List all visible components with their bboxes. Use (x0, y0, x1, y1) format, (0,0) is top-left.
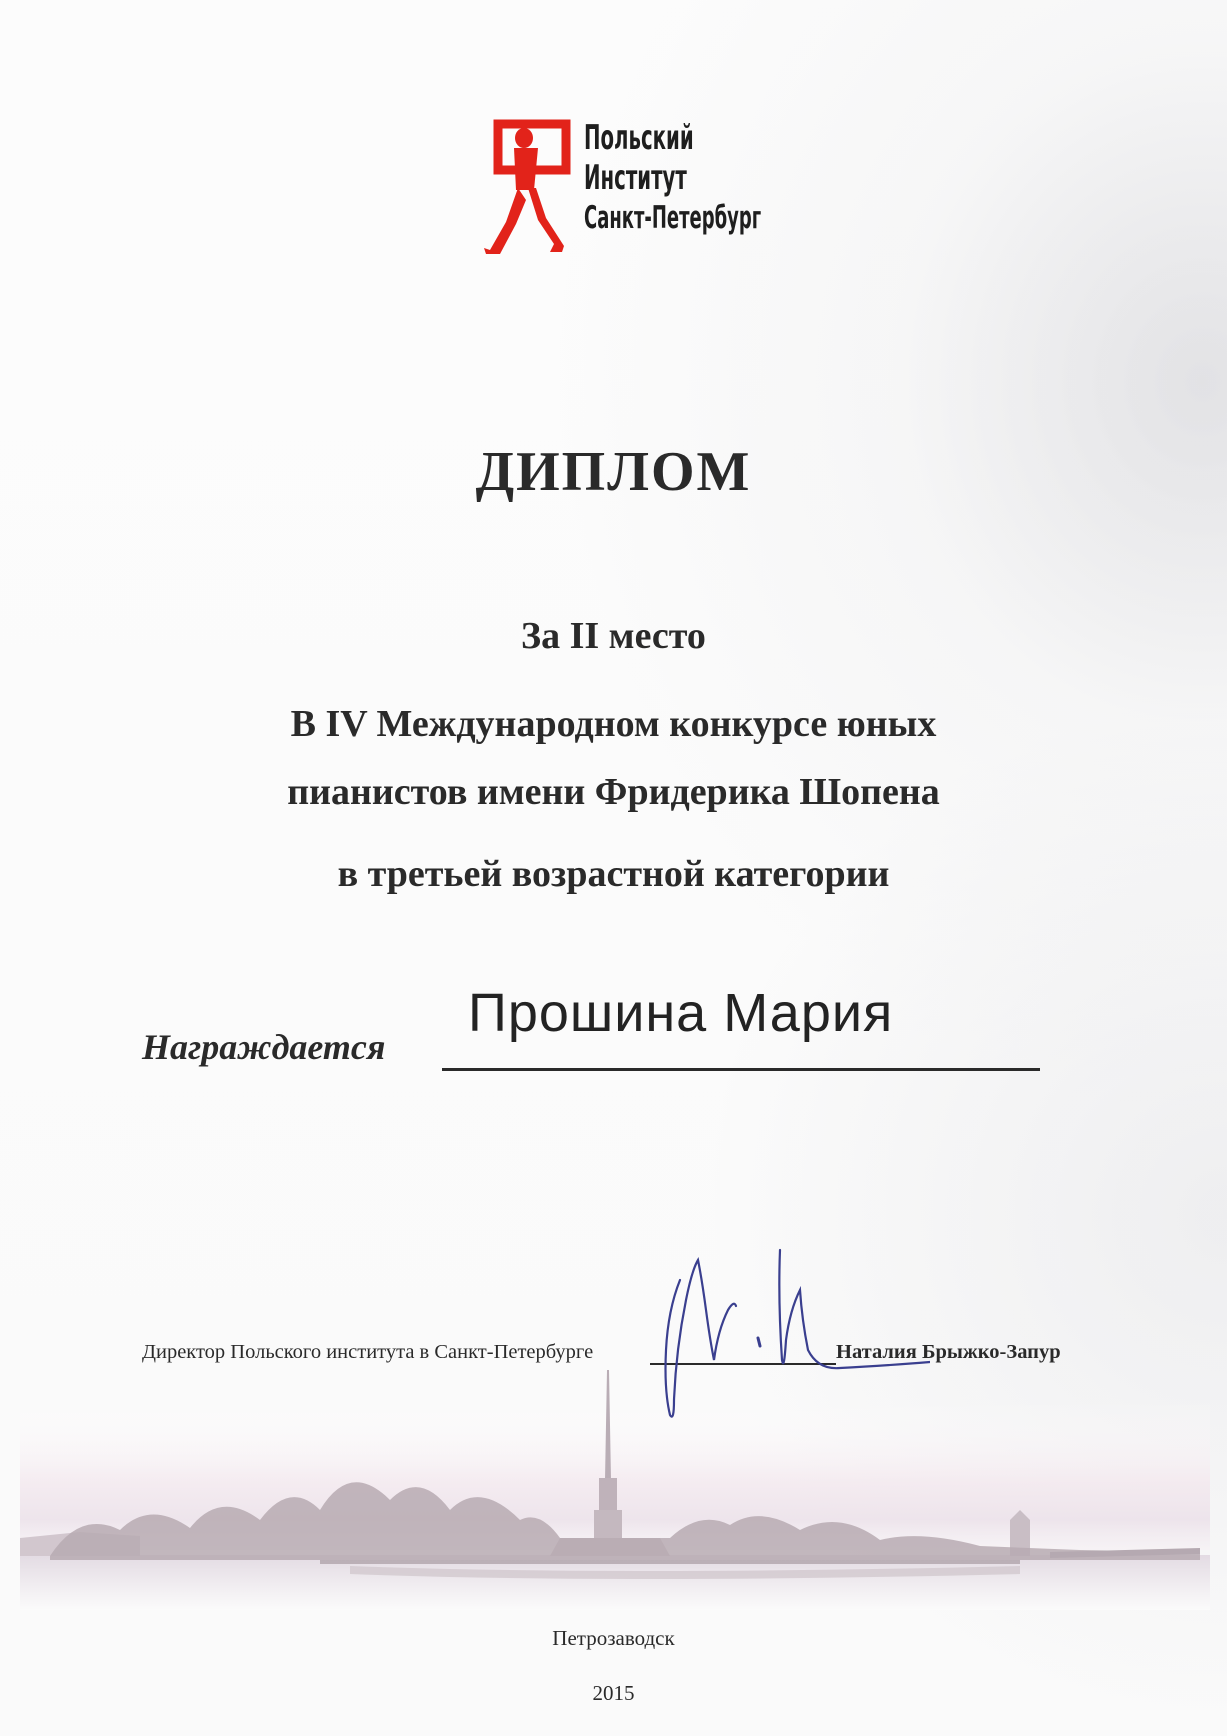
recipient-name: Прошина Мария (468, 983, 894, 1043)
year: 2015 (592, 1681, 635, 1705)
logo-line-2: Институт (584, 158, 687, 198)
recipient-underline (442, 1068, 1040, 1071)
handwritten-signature (640, 1240, 930, 1430)
logo-line-1: Польский (584, 118, 694, 158)
skyline-illustration (20, 1360, 1210, 1610)
director-name: Наталия Брыжко-Запур (836, 1341, 1061, 1363)
logo-text (584, 118, 761, 238)
category-line: в третьей возрастной категории (337, 853, 890, 895)
city: Петрозаводск (552, 1626, 675, 1650)
award-label: Награждается (142, 1027, 386, 1067)
polish-institute-logo (484, 118, 762, 260)
competition-line-1: В IV Международном конкурсе юных (290, 703, 937, 745)
place-line: За II место (521, 615, 706, 657)
director-position: Директор Польского института в Санкт-Петербурге (142, 1341, 594, 1363)
walking-man-frame-icon (484, 118, 572, 260)
diploma-title: ДИПЛОМ (475, 441, 752, 503)
logo-line-3: Санкт-Петербург (584, 200, 762, 236)
competition-line-2: пианистов имени Фридерика Шопена (287, 771, 940, 813)
